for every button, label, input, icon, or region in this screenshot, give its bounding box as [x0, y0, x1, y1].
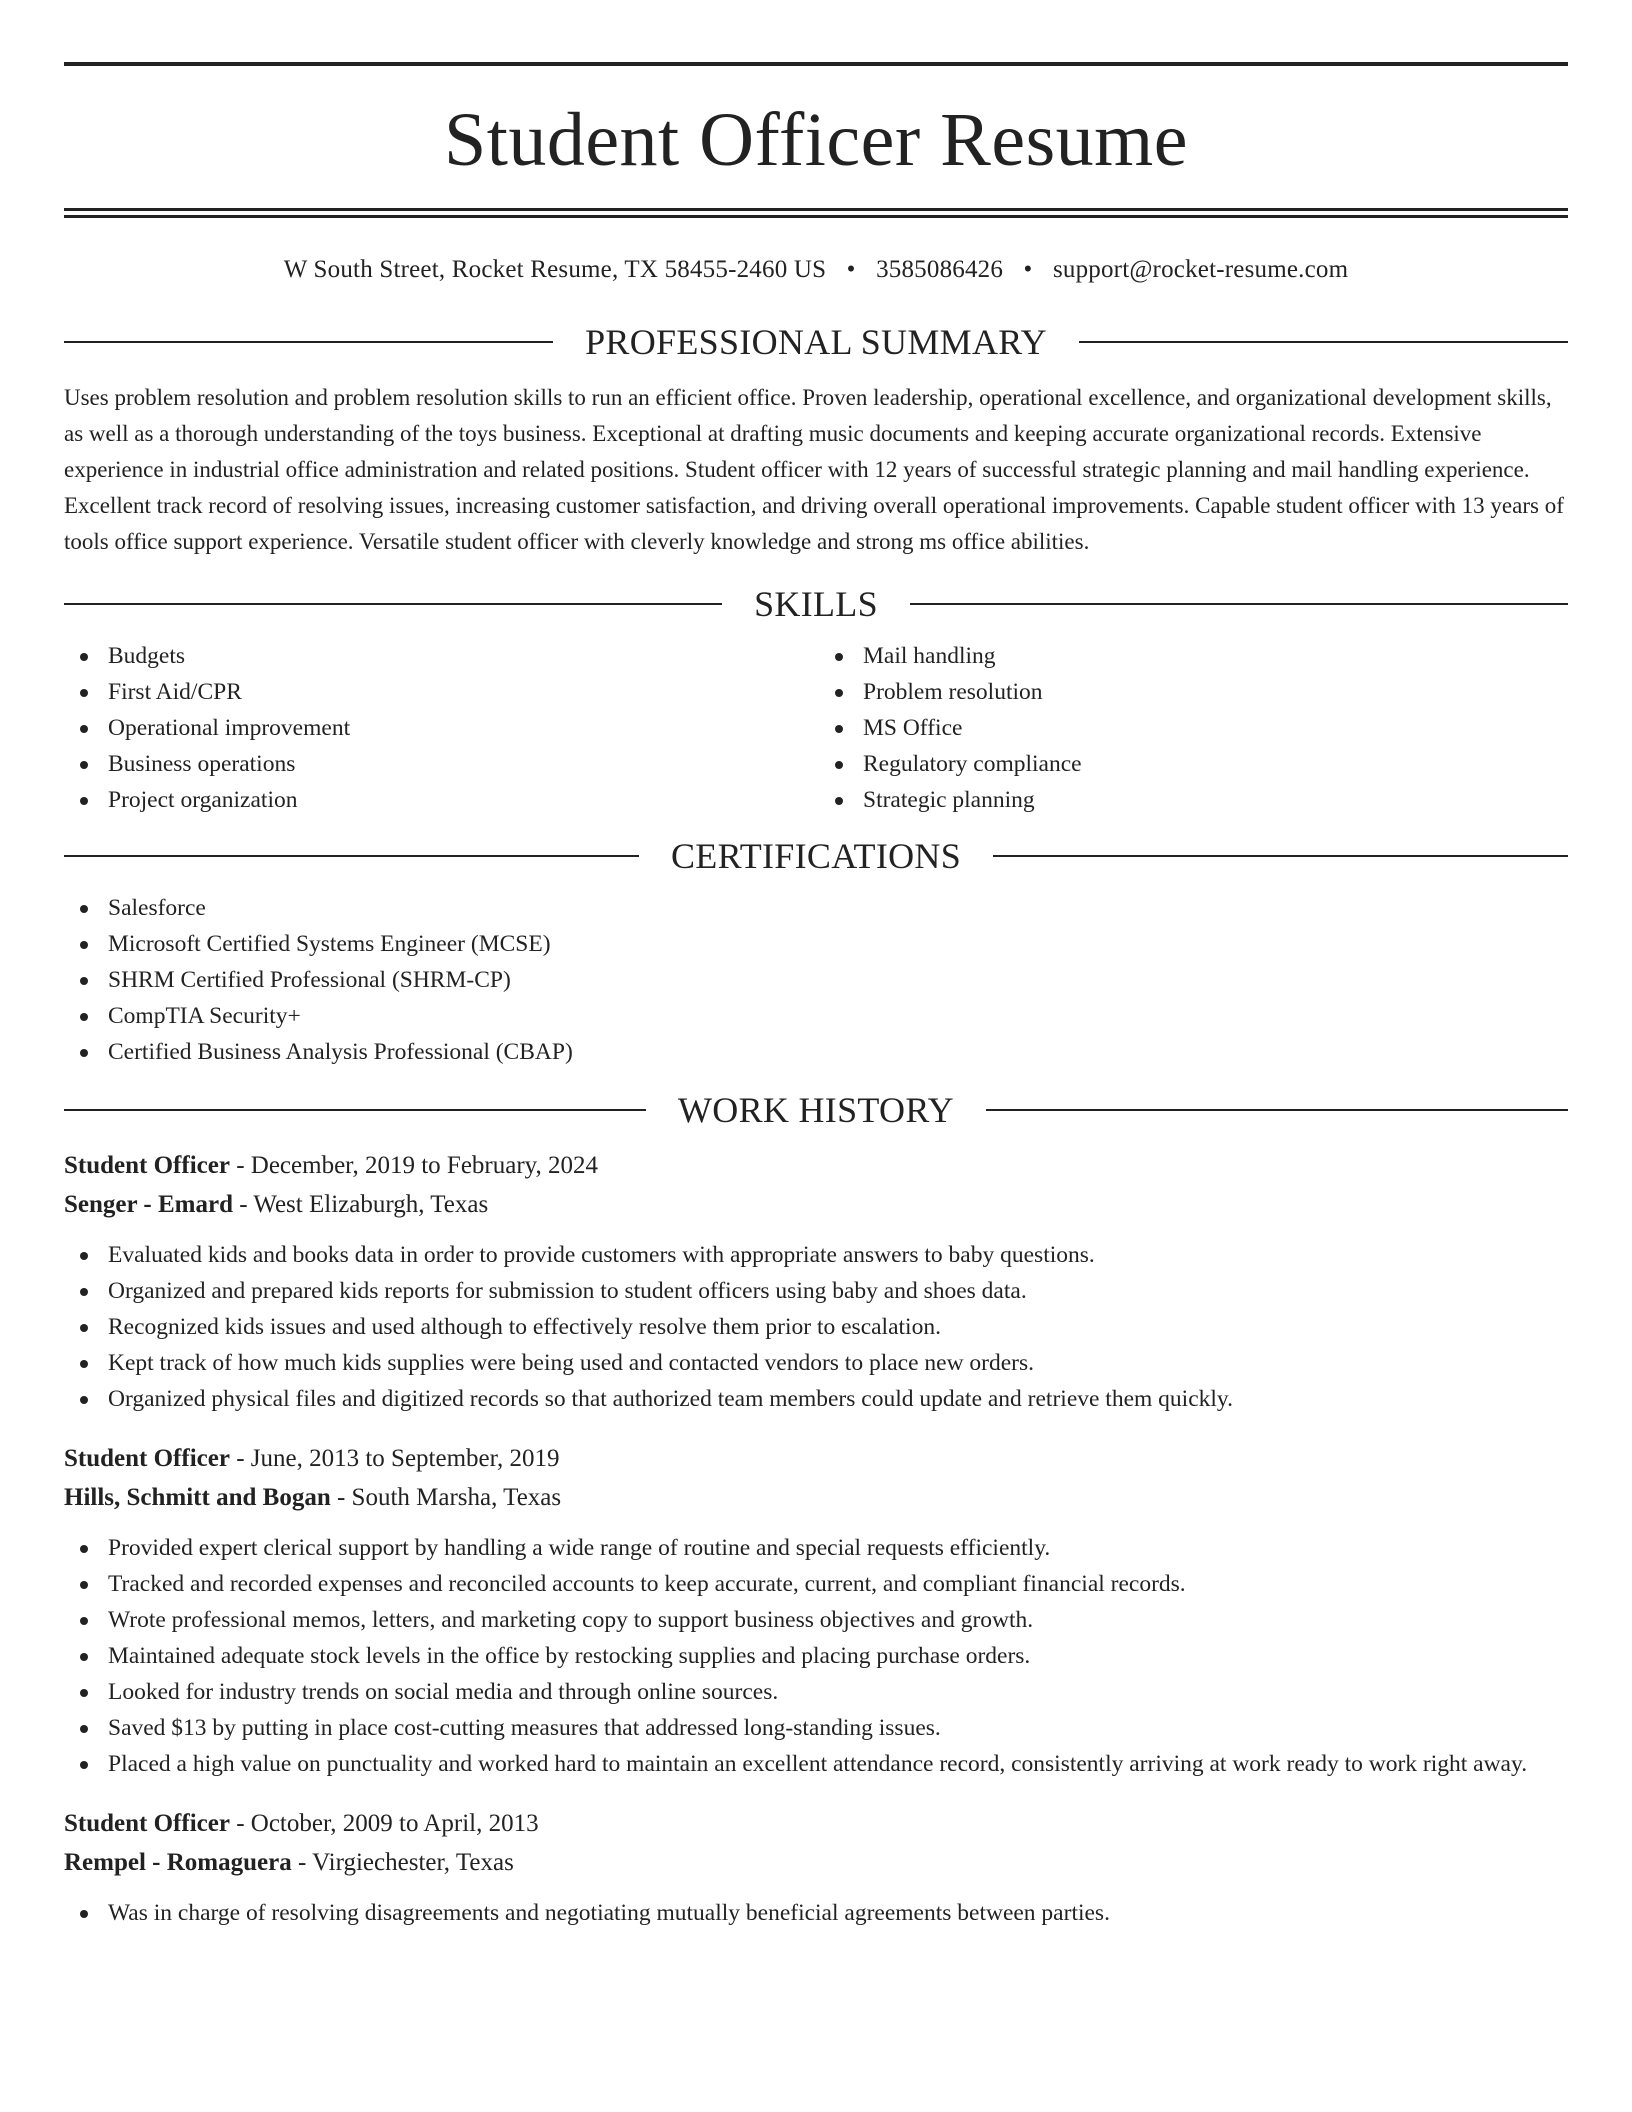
section-divider [986, 1109, 1568, 1111]
job-entry [64, 1804, 1568, 1931]
job-company-line [64, 1478, 1568, 1517]
skills-column-left [64, 638, 813, 818]
contact-address: W South Street, Rocket Resume, TX 58455-2460 US [283, 256, 827, 283]
job-location: - Virgiechester, Texas [291, 1849, 514, 1876]
job-duties [64, 1895, 1568, 1931]
contact-email[interactable]: support@rocket-resume.com [1052, 256, 1349, 283]
job-title-line [64, 1146, 1568, 1185]
section-divider [64, 1109, 646, 1111]
job-duties [64, 1530, 1568, 1782]
job-duty-item: Maintained adequate stock levels in the office by restocking supplies and placing purchase orders. [64, 1638, 1568, 1674]
job-entry [64, 1439, 1568, 1782]
skill-item: Regulatory compliance [819, 746, 1568, 782]
certification-item: SHRM Certified Professional (SHRM-CP) [64, 962, 1568, 998]
section-divider [993, 855, 1568, 857]
job-title: Student Officer [64, 1445, 230, 1472]
job-company: Hills, Schmitt and Bogan [64, 1484, 331, 1511]
job-location: - South Marsha, Texas [330, 1484, 562, 1511]
job-duty-item: Kept track of how much kids supplies were being used and contacted vendors to place new orders. [64, 1345, 1568, 1381]
page-title: Student Officer Resume [443, 98, 1189, 182]
section-divider [64, 341, 553, 343]
certification-item: Salesforce [64, 890, 1568, 926]
job-duty-item: Wrote professional memos, letters, and marketing copy to support business objectives and growth. [64, 1602, 1568, 1638]
contact-phone[interactable]: 3585086426 [876, 256, 1004, 283]
job-duty-item: Saved $13 by putting in place cost-cutting measures that addressed long-standing issues. [64, 1710, 1568, 1746]
job-duty-item: Provided expert clerical support by handling a wide range of routine and special requests efficiently. [64, 1530, 1568, 1566]
job-entry [64, 1146, 1568, 1417]
skill-item: Strategic planning [819, 782, 1568, 818]
job-title-line [64, 1439, 1568, 1478]
job-title: Student Officer [64, 1810, 230, 1837]
contact-line [64, 256, 1568, 284]
job-company: Senger - Emard [64, 1191, 233, 1218]
skill-item: MS Office [819, 710, 1568, 746]
job-duty-item: Recognized kids issues and used although to effectively resolve them prior to escalation. [64, 1309, 1568, 1345]
certification-item: CompTIA Security+ [64, 998, 1568, 1034]
skill-item: Business operations [64, 746, 813, 782]
job-location: - West Elizaburgh, Texas [232, 1191, 489, 1218]
work-section-header [64, 1092, 1568, 1128]
job-duty-item: Organized and prepared kids reports for submission to student officers using baby and shoes data. [64, 1273, 1568, 1309]
section-divider [910, 603, 1568, 605]
job-duty-item: Was in charge of resolving disagreements and negotiating mutually beneficial agreements between parties. [64, 1895, 1568, 1931]
summary-text: Uses problem resolution and problem resolution skills to run an efficient office. Proven leadership, operational excellence, and organizational development skills, as well as a thorough understanding of the toys business. Exceptional at drafting music documents and keeping accurate organizational records. Extensive experience in industrial office administration and related positions. Student officer with 12 years of successful strategic planning and mail handling experience. Excellent track record of resolving issues, increasing customer satisfaction, and driving overall operational improvements. Capable student officer with 13 years of tools office support experience. Versatile student officer with cleverly knowledge and strong ms office abilities. [64, 385, 1564, 554]
certification-item: Microsoft Certified Systems Engineer (MCSE) [64, 926, 1568, 962]
skills-section-header [64, 586, 1568, 622]
certifications-heading: CERTIFICATIONS [670, 836, 962, 876]
job-duty-item: Placed a high value on punctuality and worked hard to maintain an excellent attendance record, consistently arriving at work ready to work right away. [64, 1746, 1568, 1782]
work-heading: WORK HISTORY [678, 1090, 954, 1130]
contact-separator: • [1023, 256, 1033, 283]
skills-list [64, 638, 1568, 818]
job-company-line [64, 1185, 1568, 1224]
skill-item: Budgets [64, 638, 813, 674]
contact-separator: • [846, 256, 856, 283]
skills-heading: SKILLS [754, 584, 878, 624]
skill-item: Operational improvement [64, 710, 813, 746]
job-duty-item: Tracked and recorded expenses and reconciled accounts to keep accurate, current, and compliant financial records. [64, 1566, 1568, 1602]
section-divider [1079, 341, 1568, 343]
certification-item: Certified Business Analysis Professional (CBAP) [64, 1034, 1568, 1070]
skill-item: First Aid/CPR [64, 674, 813, 710]
job-dates: - October, 2009 to April, 2013 [229, 1810, 539, 1837]
job-duty-item: Organized physical files and digitized records so that authorized team members could update and retrieve them quickly. [64, 1381, 1568, 1417]
job-company: Rempel - Romaguera [64, 1849, 292, 1876]
certifications-list [64, 890, 1568, 1070]
job-duty-item: Looked for industry trends on social media and through online sources. [64, 1674, 1568, 1710]
section-divider [64, 855, 639, 857]
summary-heading: PROFESSIONAL SUMMARY [585, 322, 1047, 362]
skill-item: Problem resolution [819, 674, 1568, 710]
job-company-line [64, 1843, 1568, 1882]
job-duty-item: Evaluated kids and books data in order to provide customers with appropriate answers to baby questions. [64, 1237, 1568, 1273]
job-title-line [64, 1804, 1568, 1843]
skill-item: Project organization [64, 782, 813, 818]
skill-item: Mail handling [819, 638, 1568, 674]
section-divider [64, 603, 722, 605]
job-dates: - December, 2019 to February, 2024 [229, 1152, 599, 1179]
summary-section-header [64, 324, 1568, 360]
job-title: Student Officer [64, 1152, 230, 1179]
job-dates: - June, 2013 to September, 2019 [229, 1445, 560, 1472]
skills-column-right [813, 638, 1568, 818]
header-double-rule [64, 208, 1568, 218]
certifications-section-header [64, 838, 1568, 874]
job-duties [64, 1237, 1568, 1417]
